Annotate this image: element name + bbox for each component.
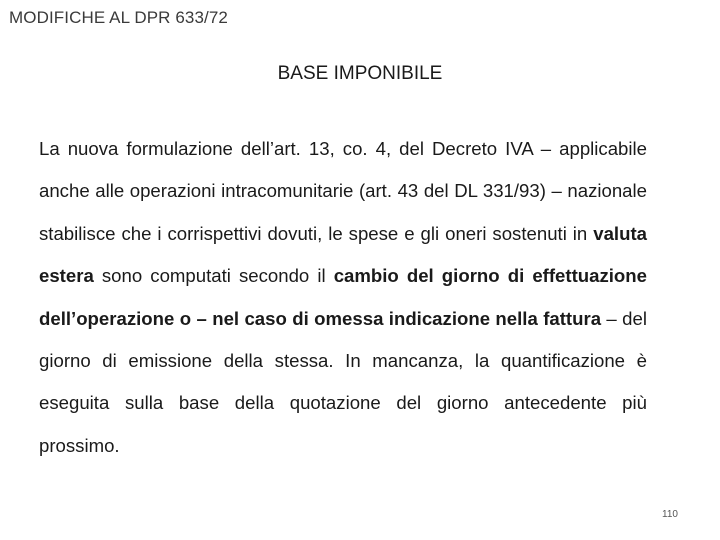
body-text-2: sono computati secondo il <box>93 265 334 287</box>
slide-header: MODIFICHE AL DPR 633/72 <box>9 8 228 27</box>
body-text-1: La nuova formulazione dell’art. 13, co. 4, del Decreto IVA – applicabile anche alle operazioni intracomunitarie (art. 43 del DL 331/93) – nazionale stabilisce che i corrispettivi dovuti, le spese e gli oneri sostenuti in <box>39 138 647 244</box>
bold-cambio: cambio del giorno di effettuazione dell’operazione o – nel caso di omessa indicazione nella fattura <box>39 265 647 329</box>
slide-title <box>0 63 720 85</box>
body-text-3: – del giorno di emissione della stessa. In mancanza, la quantificazione è eseguita sulla base della quotazione del giorno antecedente più prossimo. <box>39 307 647 456</box>
slide-title-text: BASE IMPONIBILE <box>277 63 443 84</box>
bold-valuta-estera: valuta estera <box>39 222 647 287</box>
body-paragraph <box>39 128 647 467</box>
page-number: 110 <box>662 509 678 520</box>
